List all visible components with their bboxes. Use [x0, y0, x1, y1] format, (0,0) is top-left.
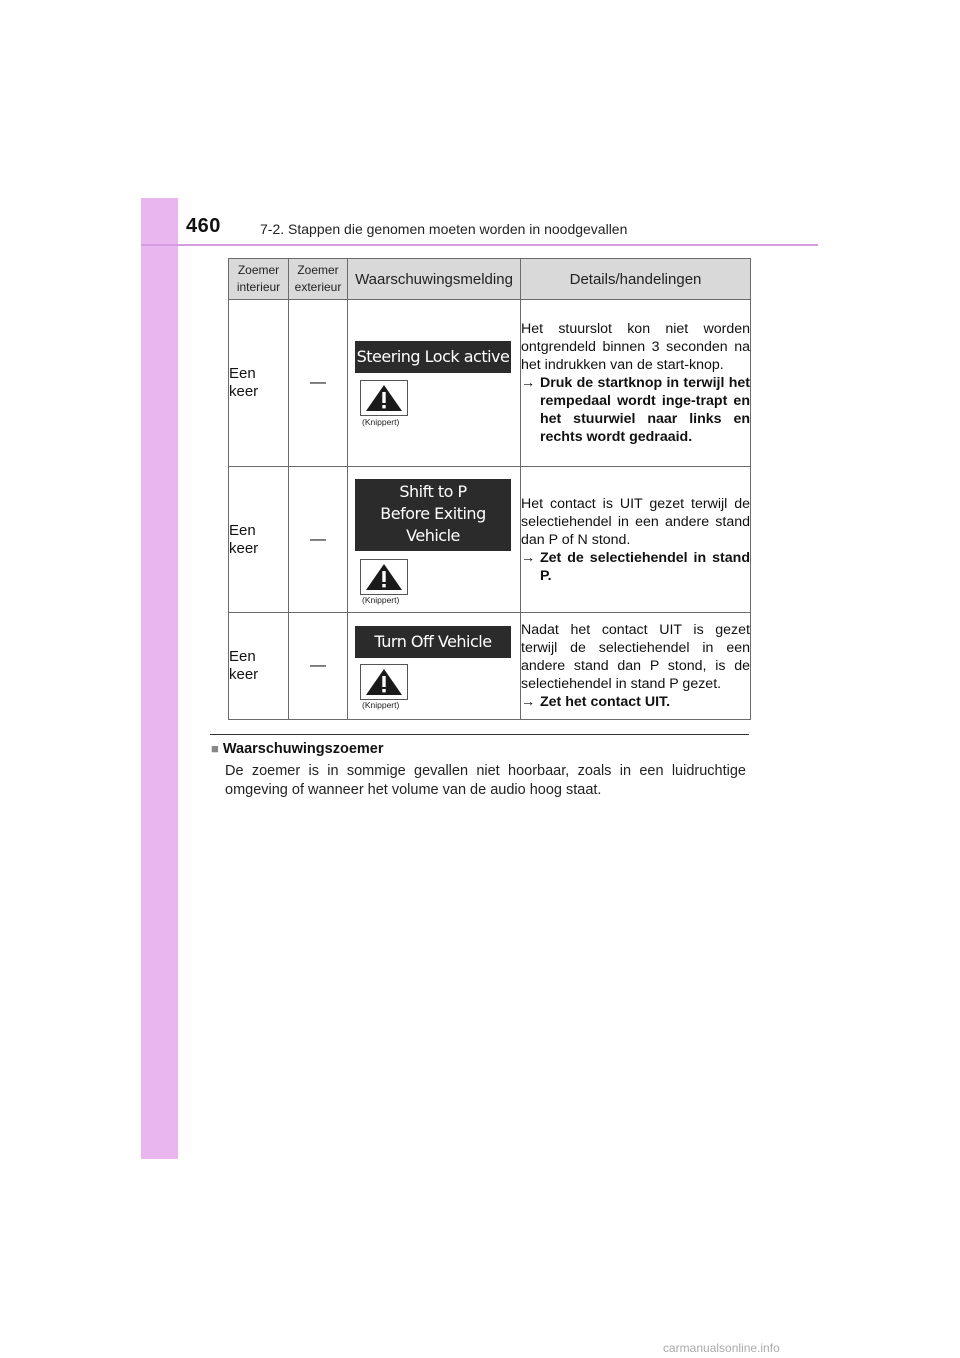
- arrow-right-icon: →: [521, 549, 536, 566]
- interior-buzzer-cell: Een keer: [229, 613, 289, 720]
- warning-message-cell: [348, 467, 521, 613]
- col-header-message: Waarschuwingsmelding: [348, 259, 521, 300]
- details-text: Nadat het contact UIT is gezet terwijl de selectiehendel in een andere stand dan P stond, is de selectiehendel in stand P gezet.: [521, 622, 750, 692]
- action-text: Zet de selectiehendel in stand P.: [540, 549, 750, 584]
- details-text: Het stuurslot kon niet worden ontgrendeld binnen 3 seconden na het indrukken van de start-knop.: [521, 321, 750, 373]
- display-message: [355, 341, 511, 373]
- table-row: [229, 613, 751, 720]
- display-message: [355, 479, 511, 551]
- warning-triangle-icon: [360, 559, 408, 595]
- details-cell: [521, 467, 751, 613]
- display-message-line: Before Exiting: [380, 504, 486, 523]
- flash-label: (Knippert): [362, 417, 400, 427]
- side-tab-strip: [141, 198, 178, 1159]
- exterior-buzzer-cell: —: [289, 467, 348, 613]
- interior-buzzer-cell: Een keer: [229, 467, 289, 613]
- action-instruction: [521, 374, 750, 446]
- arrow-right-icon: →: [521, 375, 536, 391]
- action-instruction: [521, 693, 750, 711]
- table-row: [229, 467, 751, 613]
- display-message-line: Vehicle: [406, 526, 460, 545]
- display-message: [355, 626, 511, 658]
- note-title: Waarschuwingszoemer: [222, 741, 384, 757]
- warning-message-cell: [348, 613, 521, 720]
- table-header-row: [229, 259, 751, 300]
- note-divider: [210, 734, 749, 735]
- col-header-exterior-line2: exterieur: [294, 280, 342, 294]
- col-header-interior-line2: interieur: [236, 280, 281, 294]
- col-header-exterior: [289, 259, 348, 300]
- col-header-interior: [229, 259, 289, 300]
- flash-label: (Knippert): [362, 595, 400, 605]
- flash-label: (Knippert): [362, 700, 400, 710]
- note-heading: [211, 741, 383, 757]
- warning-table: [228, 258, 751, 720]
- action-text: Druk de startknop in terwijl het rempedaal wordt inge-trapt en het stuurwiel naar links en rechts wordt gedraaid.: [540, 375, 750, 445]
- action-text: Zet het contact UIT.: [540, 694, 671, 710]
- details-cell: [521, 613, 751, 720]
- exterior-buzzer-cell: —: [289, 300, 348, 467]
- display-message-line: Shift to P: [399, 482, 467, 501]
- watermark: carmanualsonline.info: [663, 1341, 780, 1355]
- warning-triangle-icon: [360, 664, 408, 700]
- header-rule: [141, 244, 818, 246]
- page-number: 460: [186, 215, 221, 237]
- col-header-details: Details/handelingen: [521, 259, 751, 300]
- col-header-interior-line1: Zoemer: [237, 263, 280, 277]
- arrow-right-icon: →: [521, 694, 536, 710]
- exterior-buzzer-cell: —: [289, 613, 348, 720]
- note-body: De zoemer is in sommige gevallen niet hoorbaar, zoals in een luidruchtige omgeving of wanneer het volume van de audio hoog staat.: [225, 763, 746, 798]
- warning-message-cell: [348, 300, 521, 467]
- col-header-exterior-line1: Zoemer: [297, 263, 339, 277]
- display-message-line: Turn Off Vehicle: [374, 632, 492, 651]
- warning-triangle-icon: [360, 380, 408, 416]
- details-cell: [521, 300, 751, 467]
- action-instruction: [521, 549, 750, 585]
- display-message-line: Steering Lock active: [356, 347, 510, 366]
- details-text: Het contact is UIT gezet terwijl de selectiehendel in een andere stand dan P of N stond.: [521, 495, 750, 548]
- interior-buzzer-cell: Een keer: [229, 300, 289, 467]
- section-title: 7-2. Stappen die genomen moeten worden in noodgevallen: [260, 221, 628, 237]
- table-row: [229, 300, 751, 467]
- square-bullet-icon: ■: [211, 741, 219, 756]
